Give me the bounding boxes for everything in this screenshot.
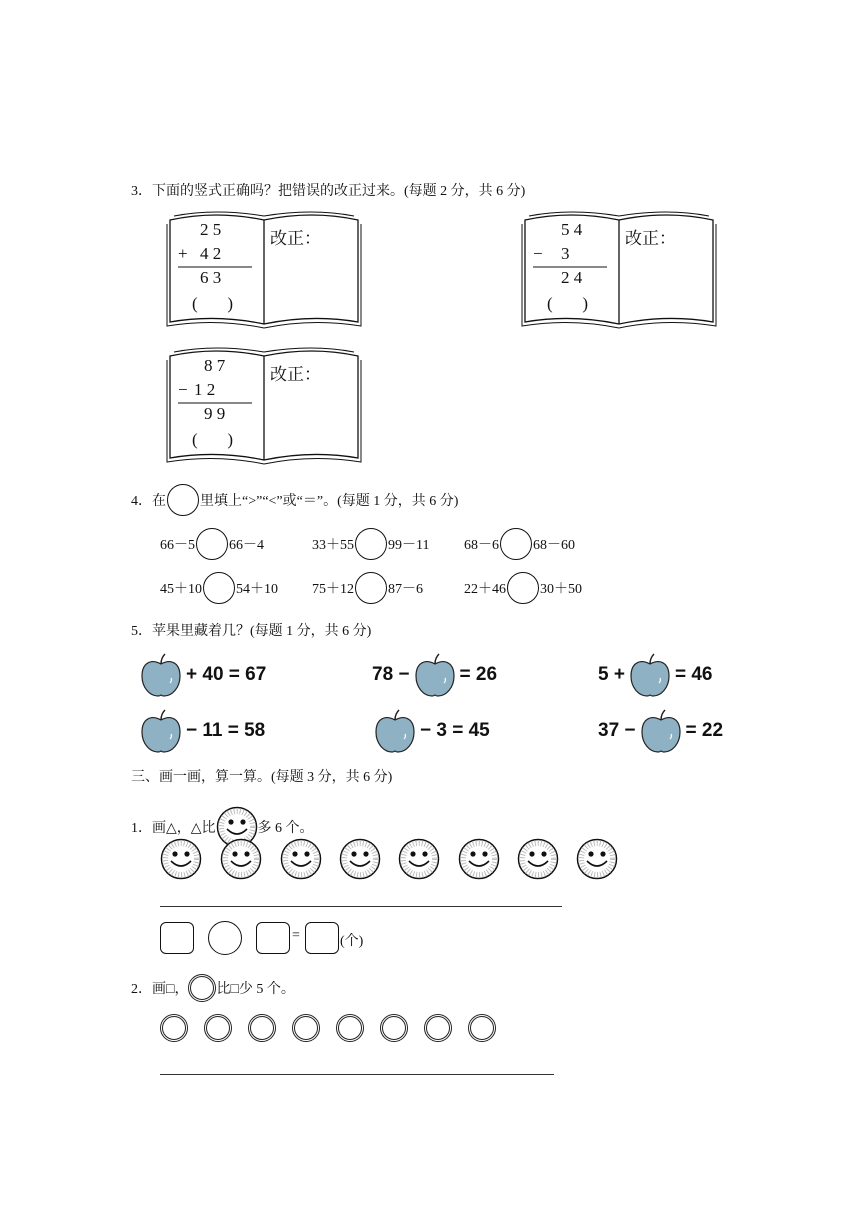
compare-item-6 xyxy=(464,572,582,604)
smiley-face-icon xyxy=(280,838,322,880)
q4-title xyxy=(131,484,458,516)
smiley-face-icon xyxy=(398,838,440,880)
smiley-face-icon xyxy=(339,838,381,880)
answer-box-result[interactable] xyxy=(305,922,339,954)
answer-parens[interactable]: ( ) xyxy=(547,294,589,313)
minuend: 8 7 xyxy=(204,356,226,375)
result: 2 4 xyxy=(561,268,583,287)
ring-circle-icon xyxy=(248,1014,276,1042)
ring-circle-icon xyxy=(160,1014,188,1042)
equation-suffix: − 11 = 58 xyxy=(186,720,266,741)
q4-title-suffix: 里填上“>”“<”或“＝”。(每题 1 分，共 6 分) xyxy=(200,494,459,509)
equation-suffix: + 40 = 67 xyxy=(186,664,267,685)
q4-title-prefix: 4．在 xyxy=(131,494,166,509)
smiley-face-icon xyxy=(576,838,618,880)
section3-title: 三、画一画，算一算。(每题 3 分，共 6 分) xyxy=(131,770,393,785)
operator: − xyxy=(178,380,188,399)
apple-icon[interactable] xyxy=(629,652,671,698)
apple-icon[interactable] xyxy=(374,708,416,754)
equation-prefix: 37 − xyxy=(598,720,636,741)
subtrahend: 3 xyxy=(561,244,570,263)
problem2-title xyxy=(131,974,295,1002)
compare-right: 87－6 xyxy=(388,582,423,597)
q3-title: 3．下面的竖式正确吗？把错误的改正过来。(每题 2 分，共 6 分) xyxy=(131,184,526,199)
compare-right: 99－11 xyxy=(388,538,430,553)
problem1-prefix: 1．画△，△比 xyxy=(131,821,216,836)
equation-suffix: = 26 xyxy=(459,664,498,685)
drawing-line-1[interactable] xyxy=(160,906,562,907)
book-problem-3 xyxy=(166,346,362,468)
q5-title: 5．苹果里藏着几？(每题 1 分，共 6 分) xyxy=(131,624,372,639)
compare-circle[interactable] xyxy=(196,528,228,560)
subtrahend: 1 2 xyxy=(194,380,216,399)
ring-circle-icon xyxy=(424,1014,452,1042)
operator: − xyxy=(533,244,543,263)
unit-label: (个) xyxy=(340,934,364,949)
compare-right: 66－4 xyxy=(229,538,264,553)
answer-parens[interactable]: ( ) xyxy=(192,294,234,313)
compare-circle[interactable] xyxy=(507,572,539,604)
compare-item-1 xyxy=(160,528,264,560)
compare-circle[interactable] xyxy=(355,528,387,560)
minuend: 5 4 xyxy=(561,220,583,239)
correction-label: 改正： xyxy=(270,229,321,248)
ring-circle-icon xyxy=(188,974,216,1002)
operator: + xyxy=(178,244,188,263)
equation-suffix: = 22 xyxy=(685,720,724,741)
compare-left: 75＋12 xyxy=(312,582,354,597)
apple-equation-5 xyxy=(370,708,490,754)
compare-left: 45＋10 xyxy=(160,582,202,597)
compare-item-5 xyxy=(312,572,423,604)
apple-equation-6 xyxy=(598,708,723,754)
apple-equation-1 xyxy=(136,652,266,698)
correction-label: 改正： xyxy=(270,365,321,384)
drawing-line-2[interactable] xyxy=(160,1074,554,1075)
compare-circle[interactable] xyxy=(500,528,532,560)
problem2-suffix: 比□少 5 个。 xyxy=(216,982,295,997)
equation-suffix: = 46 xyxy=(674,664,713,685)
smiley-face-icon xyxy=(458,838,500,880)
equation-prefix: 78 − xyxy=(372,664,410,685)
circle-blank-icon xyxy=(167,484,199,516)
compare-left: 66－5 xyxy=(160,538,195,553)
apple-equation-2 xyxy=(372,652,497,698)
answer-parens[interactable]: ( ) xyxy=(192,430,234,449)
smiley-face-icon xyxy=(160,838,202,880)
ring-circle-icon xyxy=(468,1014,496,1042)
compare-right: 54＋10 xyxy=(236,582,278,597)
apple-icon[interactable] xyxy=(414,652,456,698)
compare-circle[interactable] xyxy=(355,572,387,604)
compare-item-4 xyxy=(160,572,278,604)
equation-prefix: 5 + xyxy=(598,664,625,685)
correction-label: 改正： xyxy=(625,229,676,248)
answer-box-1[interactable] xyxy=(160,922,194,954)
addend-bottom: 4 2 xyxy=(200,244,222,263)
apple-icon[interactable] xyxy=(140,708,182,754)
ring-circle-icon xyxy=(336,1014,364,1042)
smiley-row xyxy=(160,838,620,882)
addend-top: 2 5 xyxy=(200,220,222,239)
problem2-prefix: 2．画□， xyxy=(131,982,189,997)
compare-left: 33＋55 xyxy=(312,538,354,553)
book-problem-2 xyxy=(521,210,717,332)
compare-right: 68－60 xyxy=(533,538,575,553)
ring-circle-icon xyxy=(292,1014,320,1042)
ring-circle-icon xyxy=(380,1014,408,1042)
apple-equation-3 xyxy=(598,652,712,698)
compare-left: 22＋46 xyxy=(464,582,506,597)
apple-icon[interactable] xyxy=(140,652,182,698)
smiley-face-icon xyxy=(220,838,262,880)
apple-icon[interactable] xyxy=(640,708,682,754)
equals-sign: = xyxy=(292,928,300,943)
compare-item-3 xyxy=(464,528,575,560)
problem1-suffix: 多 6 个。 xyxy=(257,821,314,836)
answer-box-2[interactable] xyxy=(256,922,290,954)
compare-circle[interactable] xyxy=(203,572,235,604)
operator-circle[interactable] xyxy=(208,921,242,955)
result: 9 9 xyxy=(204,404,226,423)
compare-left: 68－6 xyxy=(464,538,499,553)
apple-equation-4 xyxy=(136,708,265,754)
book-problem-1 xyxy=(166,210,362,332)
equation-suffix: − 3 = 45 xyxy=(420,720,490,741)
smiley-face-icon xyxy=(517,838,559,880)
result: 6 3 xyxy=(200,268,222,287)
compare-right: 30＋50 xyxy=(540,582,582,597)
ring-circle-icon xyxy=(204,1014,232,1042)
compare-item-2 xyxy=(312,528,429,560)
